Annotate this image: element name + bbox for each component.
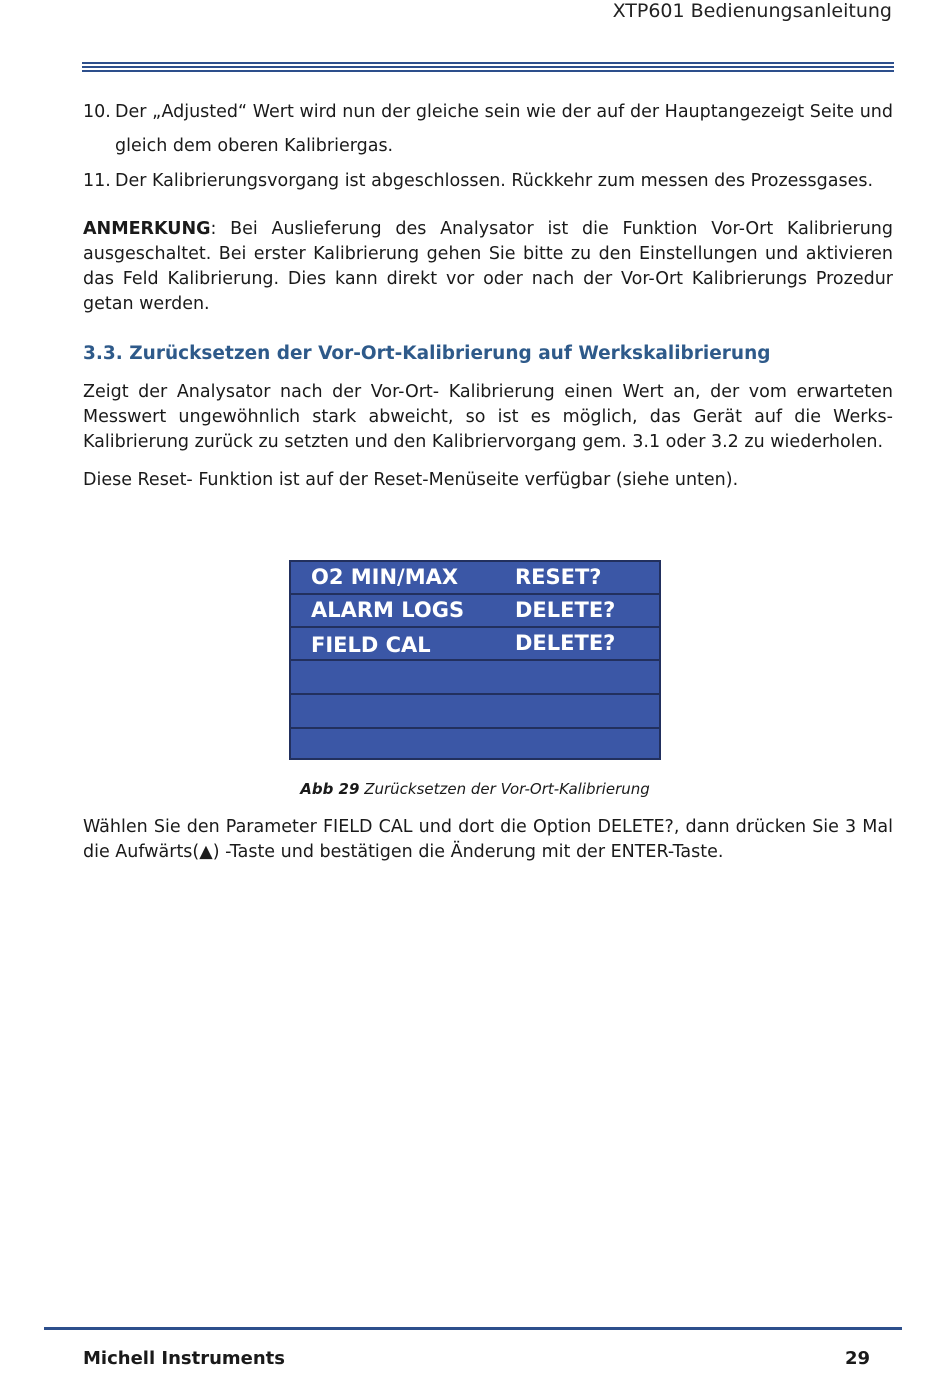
display-row-field-cal bbox=[291, 628, 659, 661]
header-rule-bottom bbox=[82, 70, 894, 72]
section-number: 3.3. bbox=[83, 343, 123, 364]
list-text-continued: gleich dem oberen Kalibriergas. bbox=[115, 136, 394, 156]
display-row-action: DELETE? bbox=[515, 631, 616, 655]
display-row-empty bbox=[291, 695, 659, 729]
section-heading bbox=[83, 343, 771, 364]
display-row-empty bbox=[291, 729, 659, 760]
display-row-label: ALARM LOGS bbox=[311, 598, 465, 622]
note-paragraph bbox=[83, 217, 893, 317]
display-row-o2-minmax bbox=[291, 562, 659, 595]
list-text: Der Kalibrierungsvorgang ist abgeschlossen. Rückkehr zum messen des Prozessgases. bbox=[115, 171, 874, 191]
instruction-paragraph: Wählen Sie den Parameter FIELD CAL und dort die Option DELETE?, dann drücken Sie 3 Mal die Aufwärts(▲) -Taste und bestätigen die Änderung mit der ENTER-Taste. bbox=[83, 817, 893, 862]
note-text: : Bei Auslieferung des Analysator ist die Funktion Vor-Ort Kalibrierung ausgeschaltet. Bei erster Kalibrierung gehen Sie bitte zu den Einstellungen und aktivieren das Feld Kalibrierung. Dies kann direkt vor oder nach der Vor-Ort Kalibrierungs Prozedur getan werden. bbox=[83, 219, 893, 314]
list-text: Der „Adjusted“ Wert wird nun der gleiche sein wie der auf der Hauptangezeigt Seite und bbox=[115, 102, 893, 122]
header-rule-top bbox=[82, 62, 894, 64]
caption-label: Abb 29 bbox=[300, 780, 360, 798]
list-item-11 bbox=[83, 164, 893, 198]
footer-company: Michell Instruments bbox=[83, 1348, 285, 1369]
list-item-10 bbox=[83, 95, 893, 163]
reset-menu-display bbox=[289, 560, 661, 760]
list-number: 11. bbox=[83, 171, 111, 191]
caption-text: Zurücksetzen der Vor-Ort-Kalibrierung bbox=[364, 780, 650, 798]
footer-page-number: 29 bbox=[844, 1348, 870, 1369]
header-rule-middle bbox=[82, 66, 894, 68]
display-row-label: FIELD CAL bbox=[311, 633, 431, 657]
list-number: 10. bbox=[83, 102, 111, 122]
note-label: ANMERKUNG bbox=[83, 219, 211, 239]
display-row-action: RESET? bbox=[515, 565, 602, 589]
page-header-title: XTP601 Bedienungsanleitung bbox=[612, 0, 892, 22]
footer-rule bbox=[44, 1327, 902, 1330]
display-row-action: DELETE? bbox=[515, 598, 616, 622]
figure-caption bbox=[0, 780, 950, 798]
display-row-empty bbox=[291, 661, 659, 695]
section-paragraph-2: Diese Reset- Funktion ist auf der Reset-Menüseite verfügbar (siehe unten). bbox=[83, 470, 739, 490]
section-title: Zurücksetzen der Vor-Ort-Kalibrierung auf Werkskalibrierung bbox=[129, 343, 771, 364]
section-paragraph-1: Zeigt der Analysator nach der Vor-Ort- Kalibrierung einen Wert an, der vom erwarteten Messwert ungewöhnlich stark abweicht, so ist es möglich, das Gerät auf die Werks-Kalibrierung zurück zu setzten und den Kalibriervorgang gem. 3.1 oder 3.2 zu wiederholen. bbox=[83, 382, 893, 452]
display-row-label: O2 MIN/MAX bbox=[311, 565, 459, 589]
display-row-alarm-logs bbox=[291, 595, 659, 628]
